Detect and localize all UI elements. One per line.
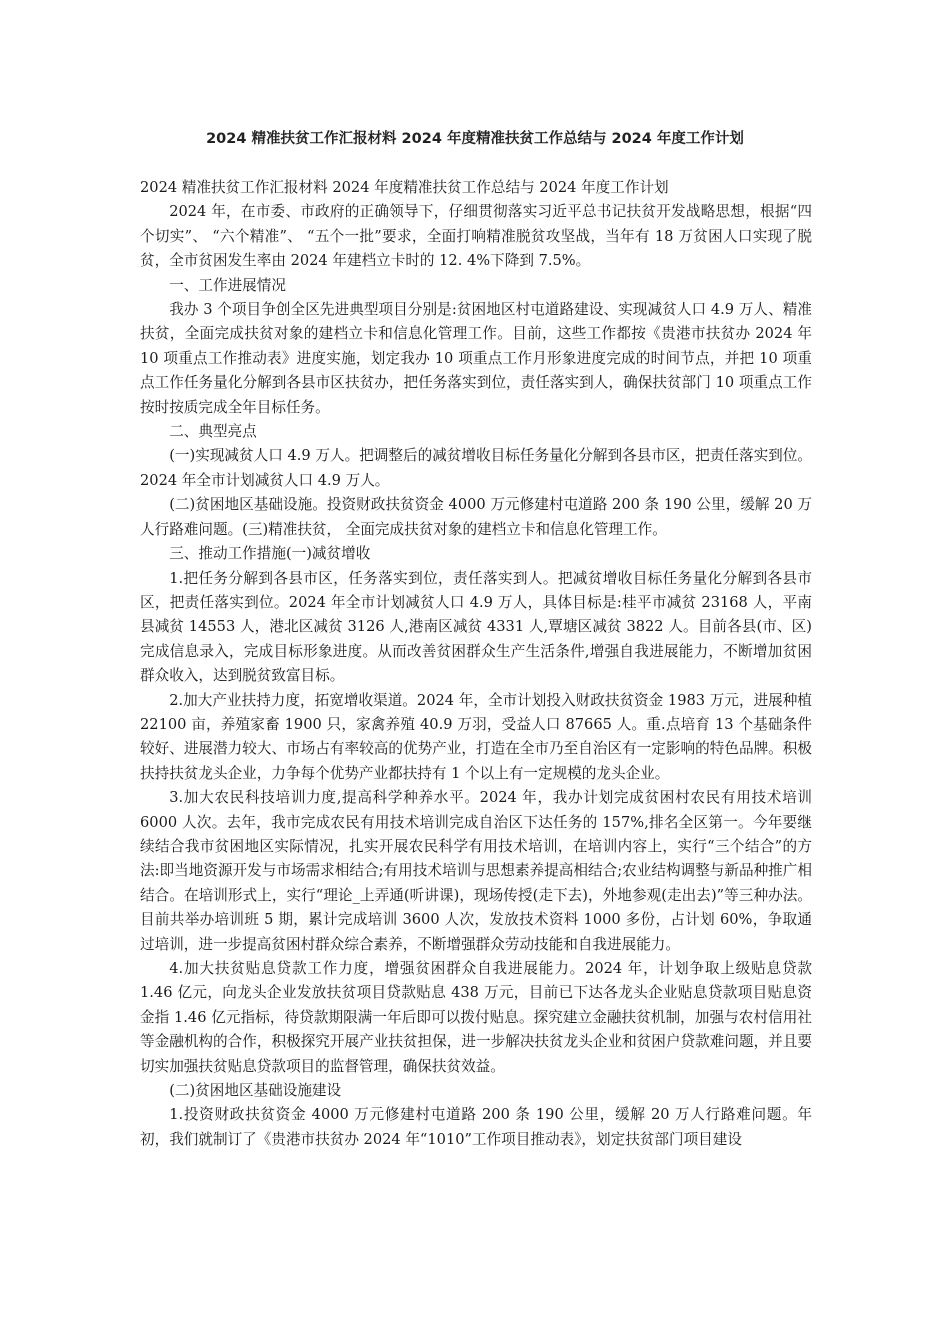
body-paragraph: 我办 3 个项目争创全区先进典型项目分别是:贫困地区村屯道路建设、实现减贫人口 4.9 万人、精准扶贫，全面完成扶贫对象的建档立卡和信息化管理工作。目前，这些工作都按《贵港市扶贫办 2024 年 10 项重点工作推动表》进度实施，划定我办 10 项重点工作月形象进度完成的时间节点，并把 10 项重点工作任务量化分解到各县市区扶贫办，把任务落实到位，责任落实到人，确保扶贫部门 10 项重点工作按时按质完成全年目标任务。 [140, 301, 812, 416]
body-paragraph: 1.投资财政扶贫资金 4000 万元修建村屯道路 200 条 190 公里，缓解 20 万人行路难问题。年初，我们就制订了《贵港市扶贫办 2024 年“1010”工作项目推动表》，划定扶贫部门项目建设 [140, 1106, 812, 1148]
body-paragraph: 1.把任务分解到各县市区，任务落实到位，责任落实到人。把减贫增收目标任务量化分解到各县市区，把责任落实到位。2024 年全市计划减贫人口 4.9 万人，具体目标是:桂平市减贫 23168 人，平南县减贫 14553 人，港北区减贫 3126 人,港南区减贫 4331 人,覃塘区减贫 3822 人。目前各县(市、区)完成信息录入，完成目标形象进度。从而改善贫困群众生产生活条件,增强自我进展能力，不断增加贫困群众收入，达到脱贫致富目标。 [140, 569, 812, 685]
document-body [140, 176, 812, 1152]
body-paragraph: 2.加大产业扶持力度，拓宽增收渠道。2024 年，全市计划投入财政扶贫资金 1983 万元，进展种植 22100 亩，养殖家畜 1900 只，家禽养殖 40.9 万羽，受益人口 87665 人。重.点培育 13 个基础条件较好、进展潜力较大、市场占有率较高的优势产业，打造在全市乃至自治区有一定影响的特色品牌。积极扶持扶贫龙头企业，力争每个优势产业都扶持有 1 个以上有一定规模的龙头企业。 [140, 691, 812, 782]
body-paragraph: 二、典型亮点 [169, 423, 257, 441]
body-paragraph: 一、工作进展情况 [169, 276, 286, 294]
document-title: 2024 精准扶贫工作汇报材料 2024 年度精准扶贫工作总结与 2024 年度工作计划 [206, 131, 744, 147]
document-subtitle: 2024 精准扶贫工作汇报材料 2024 年度精准扶贫工作总结与 2024 年度工作计划 [140, 179, 669, 196]
body-paragraph: 三、推动工作措施(一)减贫增收 [169, 545, 371, 563]
body-paragraph: 4.加大扶贫贴息贷款工作力度，增强贫困群众自我进展能力。2024 年，计划争取上级贴息贷款 1.46 亿元，向龙头企业发放扶贫项目贷款贴息 438 万元，目前已下达各龙头企业贴息贷款项目贴息资金指 1.46 亿元指标，待贷款期限满一年后即可以拨付贴息。探究建立金融扶贫机制，加强与农村信用社等金融机构的合作，积极探究开展产业扶贫担保，进一步解决扶贫龙头企业和贫困户贷款难问题，并且要切实加强扶贫贴息贷款项目的监督管理，确保扶贫效益。 [140, 960, 812, 1075]
body-paragraph: (二)贫困地区基础设施建设 [169, 1082, 342, 1100]
body-paragraph: (一)实现减贫人口 4.9 万人。把调整后的减贫增收目标任务量化分解到各县市区，把责任落实到位。2024 年全市计划减贫人口 4.9 万人。 [140, 447, 812, 489]
body-paragraph: (二)贫困地区基础设施。投资财政扶贫资金 4000 万元修建村屯道路 200 条 190 公里，缓解 20 万人行路难问题。(三)精准扶贫， 全面完成扶贫对象的建档立卡和信息化管理工作。 [140, 496, 812, 538]
body-paragraph: 3.加大农民科技培训力度,提高科学种养水平。2024 年，我办计划完成贫困村农民有用技术培训 6000 人次。去年，我市完成农民有用技术培训完成自治区下达任务的 157%,排名全区第一。今年要继续结合我市贫困地区实际情况，扎实开展农民科学有用技术培训，在培训内容上，实行“三个结合”的方法:即当地资源开发与市场需求相结合;有用技术培训与思想素养提高相结合;农业结构调整与新品种推广相结合。在培训形式上，实行“理论_上弄通(听讲课)，现场传授(走下去)，外地参观(走出去)”等三种办法。目前共举办培训班 5 期，累计完成培训 3600 人次，发放技术资料 1000 多份，占计划 60%，争取通过培训，进一步提高贫困村群众综合素养，不断增强群众劳动技能和自我进展能力。 [140, 789, 812, 953]
body-paragraph: 2024 年，在市委、市政府的正确领导下，仔细贯彻落实习近平总书记扶贫开发战略思想，根据“四个切实”、 “六个精准”、 “五个一批”要求，全面打响精准脱贫攻坚战，当年有 18 万贫困人口实现了脱贫，全市贫困发生率由 2024 年建档立卡时的 12. 4%下降到 7.5%。 [140, 203, 812, 270]
